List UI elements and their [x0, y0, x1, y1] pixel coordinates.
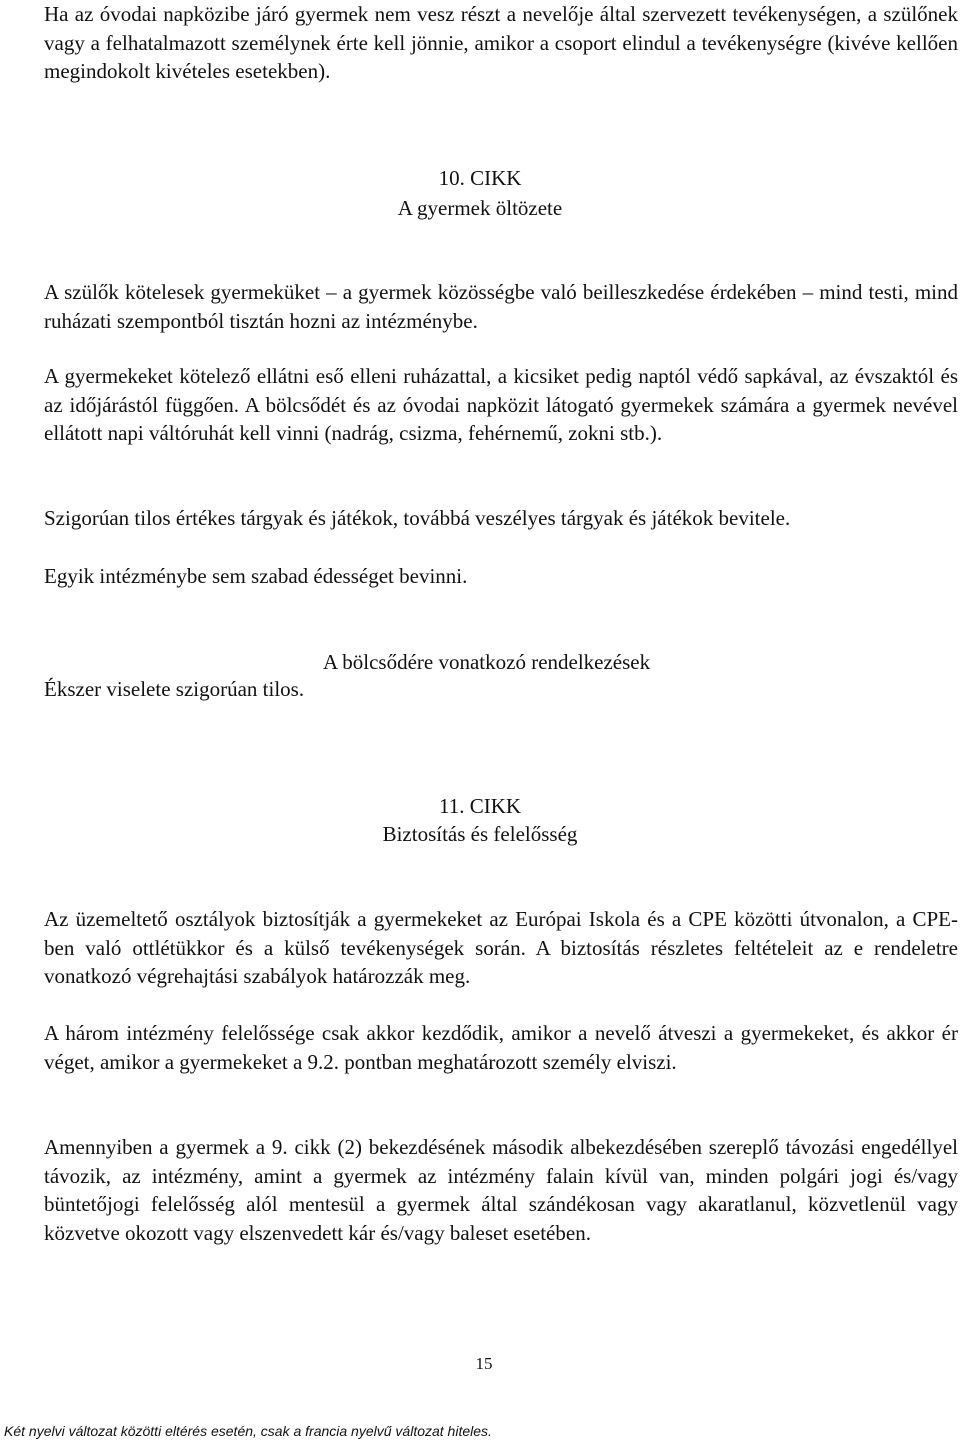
- article-10-paragraph-3: Szigorúan tilos értékes tárgyak és játékok, továbbá veszélyes tárgyak és játékok bevitele.: [44, 506, 791, 530]
- page-number: 15: [475, 1354, 493, 1373]
- article-10-paragraph-1: A szülők kötelesek gyermeküket – a gyermek közösségbe való beilleszkedése érdekében – mind testi, mind ruházati szempontból tisztán hozni az intézménybe.: [44, 280, 958, 333]
- article-10-paragraph-4: Egyik intézménybe sem szabad édességet bevinni.: [44, 564, 468, 588]
- article-10-paragraph-2: A gyermekeket kötelező ellátni eső elleni ruházattal, a kicsiket pedig naptól védő sapkával, az évszaktól és az időjárástól függően. A bölcsődét és az óvodai napközit látogató gyermekek számára a gyermek nevével ellátott napi váltóruhát kell vinni (nadrág, csizma, fehérnemű, zokni stb.).: [44, 364, 958, 446]
- article-11-title: Biztosítás és felelősség: [382, 822, 578, 846]
- article-11-paragraph-2: A három intézmény felelőssége csak akkor kezdődik, amikor a nevelő átveszi a gyermekeket, és akkor ér véget, amikor a gyermekeket a 9.2. pontban meghatározott személy elviszi.: [44, 1021, 958, 1074]
- article-11-paragraph-3: Amennyiben a gyermek a 9. cikk (2) bekezdésének második albekezdésében szereplő távozási engedéllyel távozik, az intézmény, amint a gyermek az intézmény falain kívül van, minden polgári jogi és/vagy büntetőjogi felelősség alól mentesül a gyermek által szándékosan vagy akaratlanul, közvetlenül vagy közvetve okozott vagy elszenvedett kár és/vagy baleset esetében.: [44, 1135, 958, 1245]
- jewelry-rule: Ékszer viselete szigorúan tilos.: [44, 677, 305, 701]
- nursery-provisions-heading: A bölcsődére vonatkozó rendelkezések: [323, 650, 651, 674]
- article-10-number: 10. CIKK: [438, 166, 522, 190]
- intro-paragraph: Ha az óvodai napközibe járó gyermek nem vesz részt a nevelője által szervezett tevékenységen, a szülőnek vagy a felhatalmazott személynek érte kell jönnie, amikor a csoport elindul a tevékenységre (kivéve kellően megindokolt kivételes esetekben).: [44, 2, 958, 84]
- footer-disclaimer: Két nyelvi változat közötti eltérés esetén, csak a francia nyelvű változat hiteles.: [4, 1423, 492, 1439]
- article-11-number: 11. CIKK: [438, 794, 522, 818]
- article-10-title: A gyermek öltözete: [397, 196, 563, 220]
- article-11-paragraph-1: Az üzemeltető osztályok biztosítják a gyermekeket az Európai Iskola és a CPE közötti útvonalon, a CPE-ben való ottlétükkor és a külső tevékenységek során. A biztosítás részletes feltételeit az e rendeletre vonatkozó végrehajtási szabályok határozzák meg.: [44, 907, 958, 989]
